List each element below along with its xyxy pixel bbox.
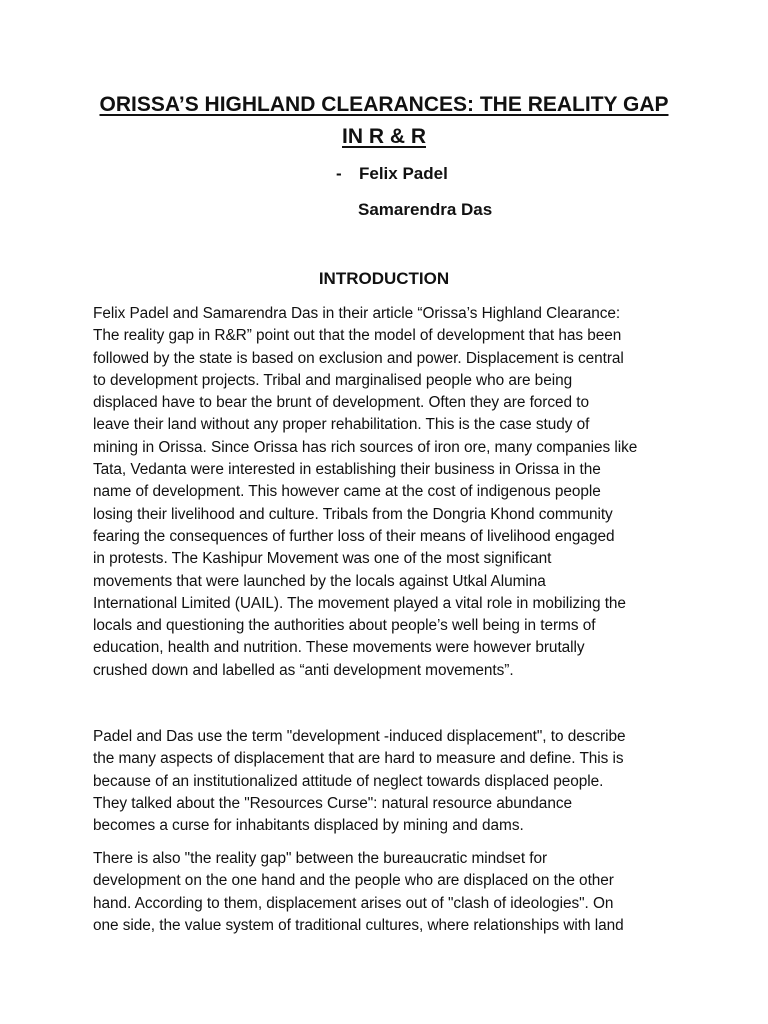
title-line: ORISSA’S HIGHLAND CLEARANCES: THE REALITY GAP bbox=[99, 93, 669, 116]
section-heading: INTRODUCTION bbox=[318, 269, 450, 288]
text-line: education, health and nutrition. These movements were however brutally bbox=[93, 639, 585, 657]
title-line: IN R & R bbox=[342, 125, 426, 148]
text-line: International Limited (UAIL). The movement played a vital role in mobilizing the bbox=[93, 594, 626, 612]
text-line: They talked about the "Resources Curse": natural resource abundance bbox=[93, 794, 572, 812]
text-line: Padel and Das use the term "development -induced displacement", to describe bbox=[93, 728, 626, 745]
text-line: Felix Padel and Samarendra Das in their article “Orissa’s Highland Clearance: bbox=[93, 305, 621, 322]
paragraph-displacement bbox=[93, 726, 683, 837]
text-line: followed by the state is based on exclusion and power. Displacement is central bbox=[93, 349, 624, 367]
text-line: losing their livelihood and culture. Tribals from the Dongria Khond community bbox=[93, 505, 613, 523]
text-line: crushed down and labelled as “anti development movements”. bbox=[93, 661, 514, 679]
text-line: development on the one hand and the people who are displaced on the other bbox=[93, 872, 614, 890]
text-line: The reality gap in R&R” point out that the model of development that has been bbox=[93, 327, 622, 345]
text-line: leave their land without any proper rehabilitation. This is the case study of bbox=[93, 416, 590, 434]
text-line: There is also "the reality gap" between the bureaucratic mindset for bbox=[93, 850, 548, 867]
text-line: movements that were launched by the locals against Utkal Alumina bbox=[93, 572, 546, 590]
text-line: one side, the value system of traditional cultures, where relationships with land bbox=[93, 916, 624, 934]
text-line: fearing the consequences of further loss of their means of livelihood engaged bbox=[93, 527, 615, 545]
text-line: to development projects. Tribal and marginalised people who are being bbox=[93, 371, 573, 389]
author-name: Samarendra Das bbox=[358, 200, 493, 219]
author-dash: - bbox=[336, 164, 342, 183]
text-line: becomes a curse for inhabitants displaced by mining and dams. bbox=[93, 817, 524, 835]
paragraph-reality-gap bbox=[93, 848, 683, 937]
text-line: hand. According to them, displacement arises out of "clash of ideologies". On bbox=[93, 894, 614, 912]
text-line: displaced have to bear the brunt of development. Often they are forced to bbox=[93, 394, 590, 412]
text-line: mining in Orissa. Since Orissa has rich sources of iron ore, many companies like bbox=[93, 438, 638, 456]
author-name: Felix Padel bbox=[359, 164, 448, 183]
text-line: because of an institutionalized attitude of neglect towards displaced people. bbox=[93, 772, 604, 790]
text-line: name of development. This however came at the cost of indigenous people bbox=[93, 483, 601, 501]
document-title bbox=[60, 89, 708, 153]
text-line: locals and questioning the authorities about people’s well being in terms of bbox=[93, 617, 596, 635]
text-line: Tata, Vedanta were interested in establishing their business in Orissa in the bbox=[93, 461, 601, 479]
text-line: in protests. The Kashipur Movement was one of the most significant bbox=[93, 550, 552, 568]
text-line: the many aspects of displacement that are hard to measure and define. This is bbox=[93, 750, 624, 768]
paragraph-introduction bbox=[93, 303, 683, 682]
